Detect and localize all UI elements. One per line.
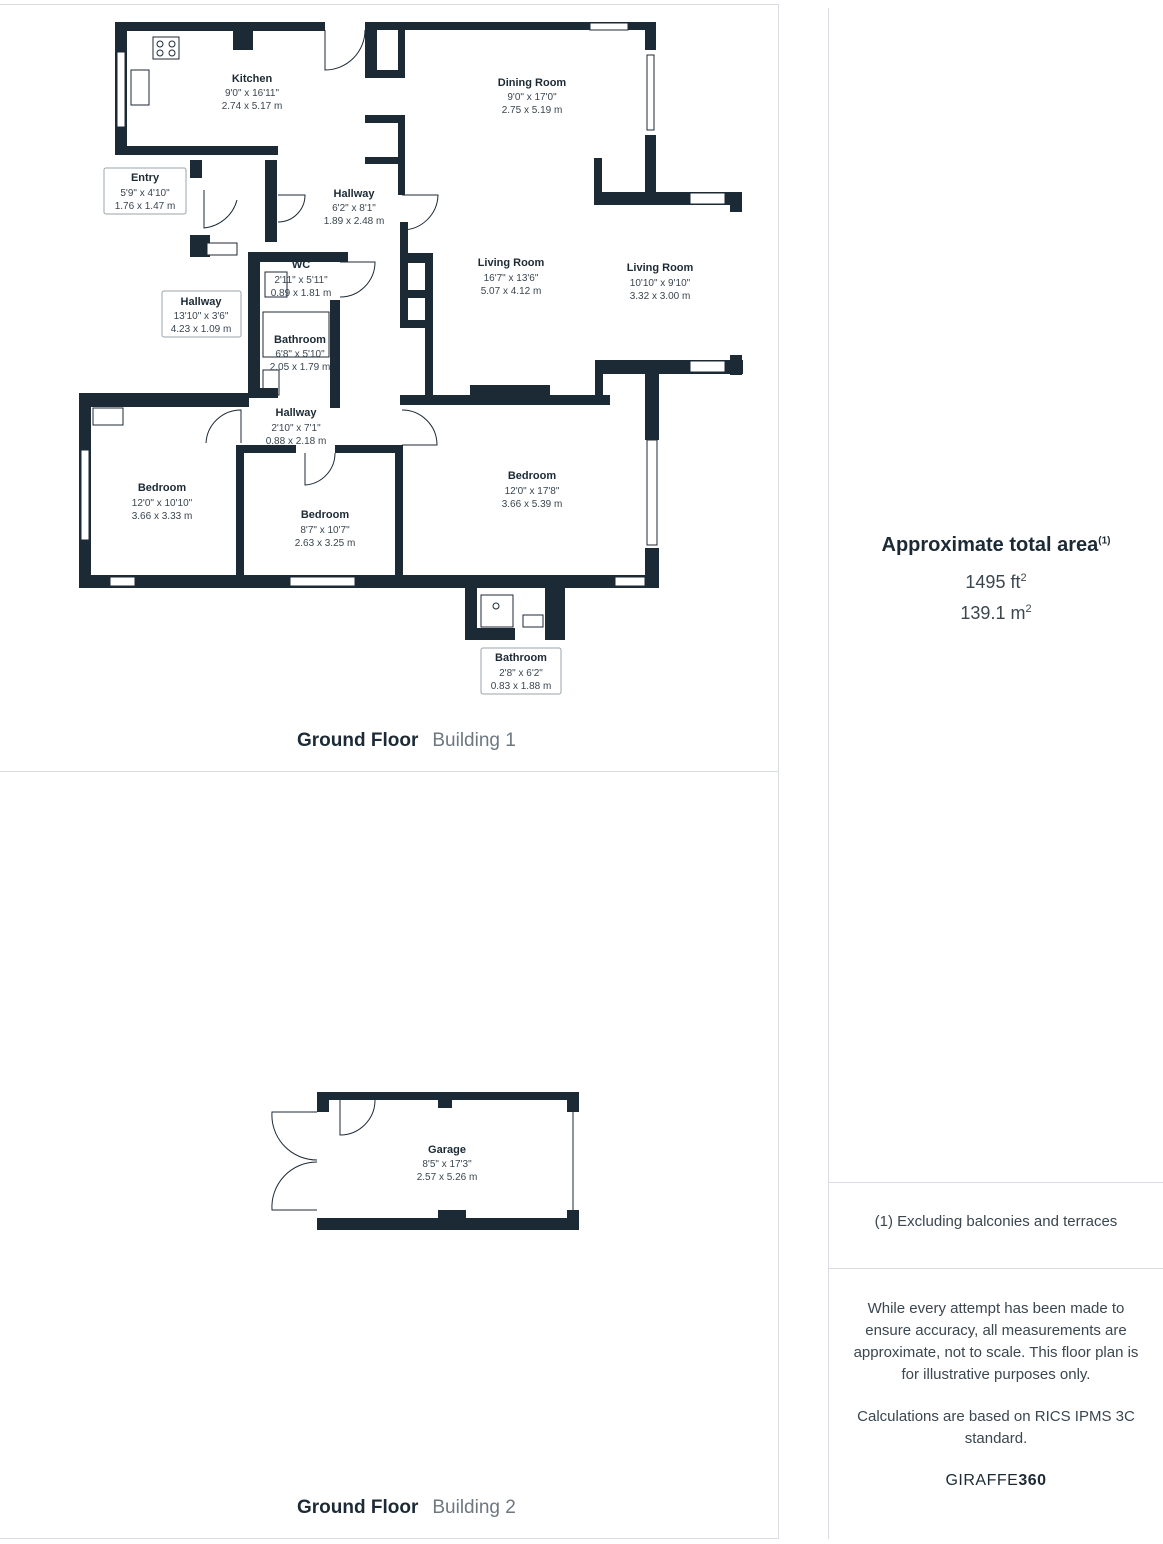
- svg-text:3.66 x 5.39 m: 3.66 x 5.39 m: [501, 499, 563, 510]
- svg-text:Bedroom: Bedroom: [137, 482, 187, 494]
- area-imperial-value: 1495 ft: [965, 572, 1021, 592]
- room-label-bedroom-2: [295, 509, 356, 549]
- svg-text:1.76 x 1.47 m: 1.76 x 1.47 m: [114, 201, 176, 212]
- svg-text:12'0" x 10'10": 12'0" x 10'10": [131, 498, 193, 509]
- room-label-hallway-1: [324, 188, 385, 227]
- area-metric-power: 2: [1025, 603, 1032, 615]
- room-label-dining-room: [498, 77, 567, 116]
- room-label-bathroom-1: [270, 334, 331, 373]
- svg-text:Garage: Garage: [428, 1144, 466, 1156]
- area-metric: [829, 603, 1163, 624]
- svg-text:2'11" x 5'11": 2'11" x 5'11": [274, 275, 328, 286]
- brand-bold: 360: [1018, 1472, 1047, 1489]
- svg-text:0.88 x 2.18 m: 0.88 x 2.18 m: [265, 436, 327, 447]
- svg-text:3.66 x 3.33 m: 3.66 x 3.33 m: [131, 511, 193, 522]
- room-label-kitchen: [222, 73, 283, 112]
- svg-text:Hallway: Hallway: [333, 188, 375, 200]
- doors-building-2: [272, 1100, 573, 1210]
- svg-text:16'7" x 13'6": 16'7" x 13'6": [483, 273, 539, 284]
- room-label-hallway-3: [266, 407, 327, 447]
- calculations-text: Calculations are based on RICS IPMS 3C standard.: [857, 1408, 1135, 1447]
- room-label-entry: [104, 168, 186, 214]
- room-label-living-room-1: [478, 257, 545, 297]
- area-title: [829, 534, 1163, 557]
- svg-text:9'0" x 17'0": 9'0" x 17'0": [507, 92, 557, 103]
- svg-text:2'8" x 6'2": 2'8" x 6'2": [499, 668, 543, 679]
- svg-text:2.75 x 5.19 m: 2.75 x 5.19 m: [501, 105, 563, 116]
- room-label-living-room-2: [627, 262, 694, 302]
- svg-text:WC: WC: [291, 259, 311, 271]
- svg-text:4.23 x 1.09 m: 4.23 x 1.09 m: [170, 324, 232, 335]
- divider-side-2: [828, 1268, 1163, 1269]
- svg-text:2'10" x 7'1": 2'10" x 7'1": [271, 423, 321, 434]
- svg-text:2.74 x 5.17 m: 2.74 x 5.17 m: [221, 101, 283, 112]
- svg-text:2.57 x 5.26 m: 2.57 x 5.26 m: [416, 1172, 478, 1183]
- disclaimer-text: While every attempt has been made to ensure accuracy, all measurements are approximate, not to scale. This floor plan is for illustrative purposes only.: [853, 1300, 1139, 1383]
- caption-floor-1: Ground Floor: [297, 730, 419, 751]
- brand-light: GIRAFFE: [945, 1472, 1019, 1489]
- svg-text:6'2" x 8'1": 6'2" x 8'1": [332, 203, 376, 214]
- room-label-garage: [417, 1144, 478, 1183]
- svg-text:Entry: Entry: [130, 172, 160, 184]
- room-label-bathroom-2: [481, 648, 561, 694]
- footnote: (1) Excluding balconies and terraces: [874, 1213, 1118, 1230]
- svg-text:Living Room: Living Room: [626, 262, 694, 274]
- area-imperial-power: 2: [1020, 572, 1027, 584]
- area-note-marker: (1): [1098, 535, 1111, 547]
- svg-text:Bathroom: Bathroom: [274, 334, 326, 346]
- svg-text:Bedroom: Bedroom: [507, 470, 557, 482]
- room-label-wc: [271, 259, 332, 299]
- svg-text:13'10" x 3'6": 13'10" x 3'6": [173, 311, 229, 322]
- svg-text:6'8" x 5'10": 6'8" x 5'10": [275, 349, 325, 360]
- svg-text:0.89 x 1.81 m: 0.89 x 1.81 m: [270, 288, 332, 299]
- svg-text:Hallway: Hallway: [275, 407, 317, 419]
- caption-building-name-2: Building 2: [432, 1497, 516, 1518]
- svg-text:Bedroom: Bedroom: [300, 509, 350, 521]
- svg-text:8'7" x 10'7": 8'7" x 10'7": [300, 525, 350, 536]
- caption-floor-2: Ground Floor: [297, 1497, 419, 1518]
- svg-text:8'5" x 17'3": 8'5" x 17'3": [422, 1159, 472, 1170]
- svg-text:5'9" x 4'10": 5'9" x 4'10": [120, 188, 170, 199]
- room-label-hallway-2: [162, 291, 241, 337]
- svg-text:2.05 x 1.79 m: 2.05 x 1.79 m: [269, 362, 331, 373]
- disclaimer: [829, 1298, 1163, 1470]
- caption-building-2: [297, 1497, 516, 1519]
- caption-building-1: [297, 730, 516, 752]
- area-metric-value: 139.1 m: [960, 603, 1026, 623]
- svg-text:10'10" x 9'10": 10'10" x 9'10": [629, 278, 691, 289]
- svg-text:3.32 x 3.00 m: 3.32 x 3.00 m: [629, 291, 691, 302]
- room-label-bedroom-1: [132, 482, 193, 522]
- room-label-bedroom-3: [502, 470, 563, 510]
- svg-text:12'0" x 17'8": 12'0" x 17'8": [504, 486, 560, 497]
- svg-text:Living Room: Living Room: [477, 257, 545, 269]
- svg-text:0.83 x 1.88 m: 0.83 x 1.88 m: [490, 681, 552, 692]
- svg-text:2.63 x 3.25 m: 2.63 x 3.25 m: [294, 538, 356, 549]
- svg-text:Kitchen: Kitchen: [231, 73, 273, 85]
- area-imperial: [829, 572, 1163, 593]
- divider-side-1: [828, 1182, 1163, 1183]
- brand-logo: [829, 1472, 1163, 1490]
- svg-text:5.07 x 4.12 m: 5.07 x 4.12 m: [480, 286, 542, 297]
- caption-building-name-1: Building 1: [432, 730, 516, 751]
- svg-text:Hallway: Hallway: [180, 296, 222, 308]
- svg-text:Bathroom: Bathroom: [495, 652, 547, 664]
- svg-text:Dining Room: Dining Room: [497, 77, 567, 89]
- area-title-text: Approximate total area: [881, 534, 1099, 556]
- svg-text:1.89 x 2.48 m: 1.89 x 2.48 m: [323, 216, 385, 227]
- svg-text:9'0" x 16'11": 9'0" x 16'11": [224, 88, 280, 99]
